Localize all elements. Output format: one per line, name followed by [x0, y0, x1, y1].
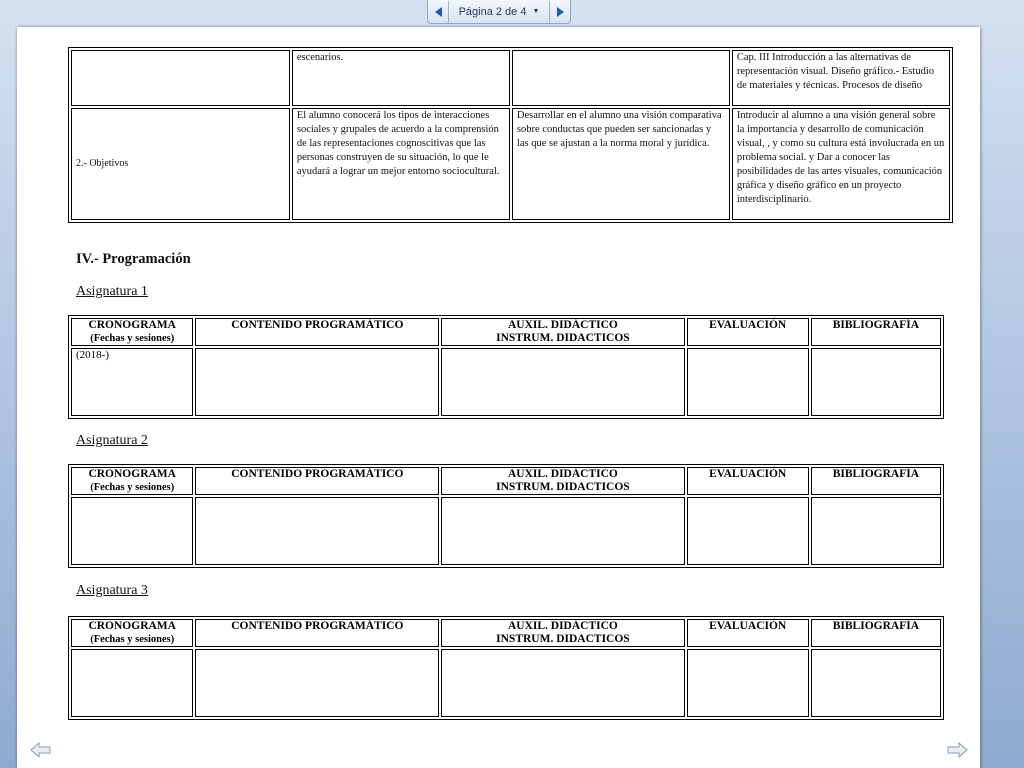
col-header-bibliografia: BIBLIOGRAFÍA — [811, 619, 941, 647]
table-cell — [687, 348, 809, 416]
table-row — [71, 649, 941, 717]
next-page-button[interactable] — [550, 1, 570, 23]
table-cell — [441, 649, 684, 717]
table-cell: Desarrollar en el alumno una visión comparativa sobre conductas que pueden ser sancionadas y las que se ajustan a la norma moral y jurídica. — [512, 108, 730, 220]
col-header-contenido: CONTENIDO PROGRAMÁTICO — [195, 318, 439, 346]
previous-page-button[interactable] — [428, 1, 448, 23]
cronograma-cell — [71, 649, 193, 717]
programacion-table — [68, 315, 944, 419]
triangle-left-icon — [435, 7, 442, 17]
col-header-contenido: CONTENIDO PROGRAMÁTICO — [195, 619, 439, 647]
table-cell: Introducir al alumno a una visión general sobre la importancia y desarrollo de comunicación visual, , y como su cultura está involucrada en un problema social. y Dar a conocer las posibilidades de las artes visuales, comunicación gráfica y diseño gráfico en un proyecto interdisciplinario. — [732, 108, 950, 220]
table-cell — [195, 649, 439, 717]
col-header-cronograma: CRONOGRAMA (Fechas y sesiones) — [71, 318, 193, 346]
next-screen-button[interactable] — [946, 742, 968, 758]
table-cell — [811, 649, 941, 717]
previous-screen-button[interactable] — [30, 742, 52, 758]
chevron-down-icon: ▼ — [532, 7, 540, 15]
table-cell: El alumno conocerá los tipos de interacciones sociales y grupales de acuerdo a la comprensión de las representaciones cognoscitivas que las personas construyen de su situación, lo que le ayudará a lograr un mejor entorno sociocultural. — [292, 108, 510, 220]
document-page[interactable] — [17, 27, 980, 768]
arrow-left-icon — [30, 742, 52, 758]
col-header-bibliografia: BIBLIOGRAFÍA — [811, 318, 941, 346]
cronograma-cell — [71, 497, 193, 565]
table-cell — [195, 348, 439, 416]
page-number-label: Página 2 de 4 — [458, 5, 527, 18]
asignatura-title: Asignatura 2 — [76, 433, 148, 448]
col-header-cronograma: CRONOGRAMA (Fechas y sesiones) — [71, 619, 193, 647]
triangle-right-icon — [557, 7, 564, 17]
col-header-contenido: CONTENIDO PROGRAMÁTICO — [195, 467, 439, 495]
table-cell — [71, 50, 290, 106]
table-cell — [441, 497, 684, 565]
asignatura-title: Asignatura 1 — [76, 284, 148, 299]
col-header-evaluacion: EVALUACIÓN — [687, 467, 809, 495]
programacion-table — [68, 616, 944, 720]
table-cell — [811, 497, 941, 565]
col-header-cronograma: CRONOGRAMA (Fechas y sesiones) — [71, 467, 193, 495]
asignatura-title: Asignatura 3 — [76, 583, 148, 598]
table-cell — [195, 497, 439, 565]
table-cell — [687, 497, 809, 565]
table-row — [71, 108, 950, 220]
section-title: IV.- Programación — [76, 251, 191, 267]
col-header-auxil: AUXIL. DIDÁCTICO INSTRUM. DIDACTICOS — [441, 318, 684, 346]
col-header-auxil: AUXIL. DIDÁCTICO INSTRUM. DIDACTICOS — [441, 619, 684, 647]
table-cell — [811, 348, 941, 416]
col-header-auxil: AUXIL. DIDÁCTICO INSTRUM. DIDACTICOS — [441, 467, 684, 495]
objectives-label: 2.- Objetivos — [71, 108, 290, 220]
programacion-table — [68, 464, 944, 568]
table-header-row — [71, 318, 941, 346]
table-row — [71, 348, 941, 416]
table-header-row — [71, 467, 941, 495]
arrow-right-icon — [946, 742, 968, 758]
page-number-dropdown[interactable] — [449, 6, 549, 18]
cronograma-cell: (2018-) — [71, 348, 193, 416]
table-cell — [512, 50, 730, 106]
page-navigator — [427, 0, 571, 24]
table-cell — [441, 348, 684, 416]
col-header-bibliografia: BIBLIOGRAFÍA — [811, 467, 941, 495]
table-cell — [687, 649, 809, 717]
table-row — [71, 497, 941, 565]
col-header-evaluacion: EVALUACIÓN — [687, 619, 809, 647]
table-cell: Cap. III Introducción a las alternativas de representación visual. Diseño gráfico.- Estudio de materiales y técnicas. Procesos de diseño — [732, 50, 950, 106]
table-cell: escenarios. — [292, 50, 510, 106]
table-row — [71, 50, 950, 106]
objectives-table — [68, 47, 953, 223]
col-header-evaluacion: EVALUACIÓN — [687, 318, 809, 346]
table-header-row — [71, 619, 941, 647]
